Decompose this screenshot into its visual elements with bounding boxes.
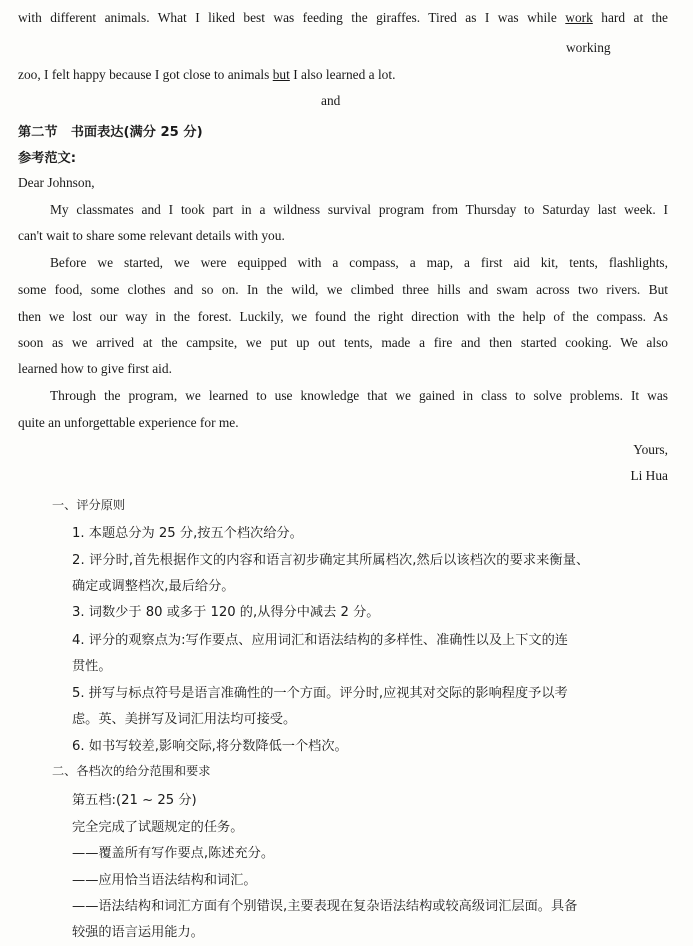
letter-line: Through the program, we learned to use knowledge that we gained in class to solve problems. It was (50, 388, 668, 403)
passage-text: I also learned a lot. (289, 67, 396, 82)
rule-line: 贯性。 (72, 659, 112, 674)
letter-line: quite an unforgettable experience for me. (18, 415, 239, 430)
error-word: work (565, 10, 593, 25)
letter-line: can't wait to share some relevant details with you. (18, 228, 285, 243)
rule-line: 虑。英、美拼写及词汇用法均可接受。 (72, 712, 297, 727)
level-title: 第五档:(21 ~ 25 分) (72, 793, 197, 808)
level-line: 完全完成了试题规定的任务。 (72, 820, 244, 835)
correction-word: and (321, 93, 341, 108)
sample-label: 参考范文: (18, 151, 77, 166)
rules-heading: 一、评分原则 (52, 498, 126, 512)
letter-greeting: Dear Johnson, (18, 175, 95, 190)
letter-signature: Li Hua (630, 468, 668, 483)
correction-word: working (566, 40, 611, 55)
rule-line: 3. 词数少于 80 或多于 120 的,从得分中减去 2 分。 (72, 605, 380, 620)
level-line: ——语法结构和词汇方面有个别错误,主要表现在复杂语法结构或较高级词汇层面。具备 (72, 899, 578, 914)
rule-line: 4. 评分的观察点为:写作要点、应用词汇和语法结构的多样性、准确性以及上下文的连 (72, 633, 568, 648)
section-heading: 第二节 书面表达(满分 25 分) (18, 125, 203, 140)
rule-line: 2. 评分时,首先根据作文的内容和语言初步确定其所属档次,然后以该档次的要求来衡量、 (72, 553, 590, 568)
rule-line: 6. 如书写较差,影响交际,将分数降低一个档次。 (72, 739, 348, 754)
letter-line: Before we started, we were equipped with a compass, a map, a first aid kit, tents, flashlights, (50, 255, 668, 270)
error-word: but (272, 67, 290, 82)
level-line: ——覆盖所有写作要点,陈述充分。 (72, 846, 275, 861)
letter-line: My classmates and I took part in a wildness survival program from Thursday to Saturday last week. I (50, 202, 668, 217)
levels-heading: 二、各档次的给分范围和要求 (52, 764, 211, 778)
letter-line: learned how to give first aid. (18, 361, 172, 376)
passage-text: with different animals. What I liked best was feeding the giraffes. Tired as I was while (18, 10, 566, 25)
passage-line-2 (18, 67, 395, 83)
level-line: ——应用恰当语法结构和词汇。 (72, 873, 257, 888)
letter-line: then we lost our way in the forest. Luckily, we found the right direction with the help of the compass. As (18, 309, 668, 324)
rule-line: 确定或调整档次,最后给分。 (72, 579, 235, 594)
rule-line: 5. 拼写与标点符号是语言准确性的一个方面。评分时,应视其对交际的影响程度予以考 (72, 686, 568, 701)
rule-line: 1. 本题总分为 25 分,按五个档次给分。 (72, 526, 303, 541)
letter-line: some food, some clothes and so on. In the wild, we climbed three hills and swam across two rivers. But (18, 282, 668, 297)
letter-line: soon as we arrived at the campsite, we put up out tents, made a fire and then started cooking. We also (18, 335, 668, 350)
letter-closing: Yours, (633, 442, 668, 457)
passage-text: hard at the (592, 10, 669, 25)
level-line: 较强的语言运用能力。 (72, 925, 204, 940)
passage-text: zoo, I felt happy because I got close to animals (18, 67, 273, 82)
passage-line-1 (18, 10, 668, 26)
